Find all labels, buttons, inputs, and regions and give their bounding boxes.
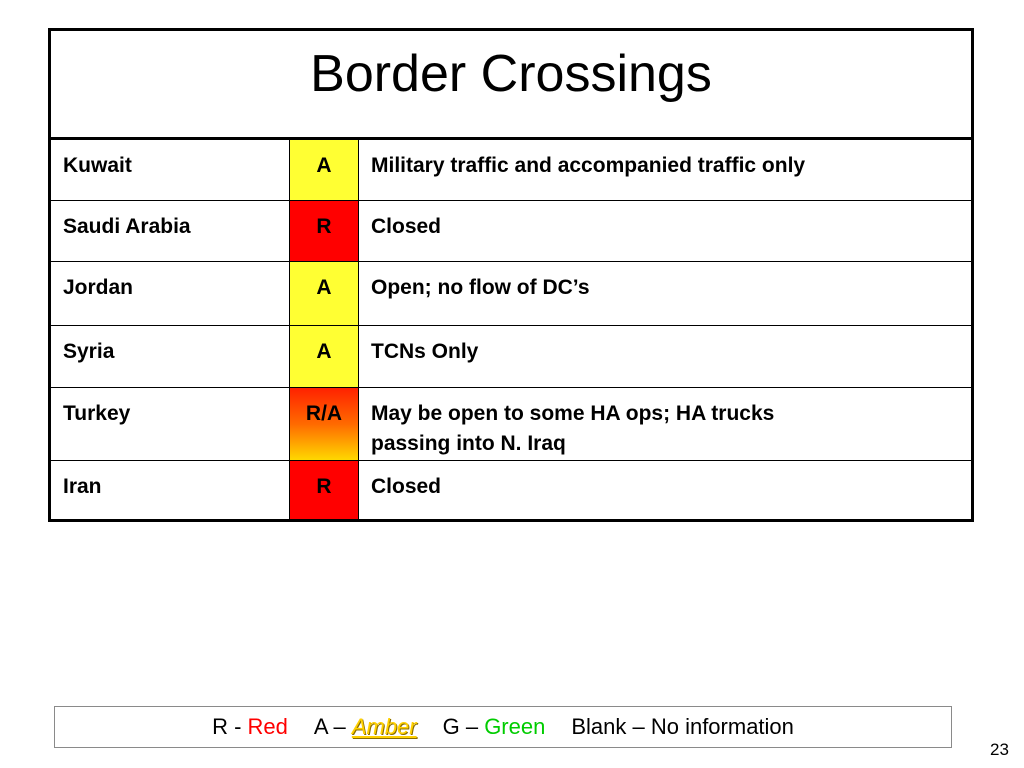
legend-blank: Blank – No information <box>571 714 794 739</box>
description-cell: Closed <box>371 475 442 498</box>
status-cell: R/A <box>289 388 359 460</box>
status-cell: A <box>289 140 359 200</box>
status-legend <box>54 706 952 748</box>
table-row <box>51 388 971 461</box>
country-cell: Turkey <box>63 402 131 425</box>
description-cell: TCNs Only <box>371 340 479 363</box>
description-line: May be open to some HA ops; HA trucks <box>371 402 775 425</box>
legend-green-prefix: G – <box>442 714 485 739</box>
country-cell: Jordan <box>63 276 134 299</box>
country-cell: Syria <box>63 340 115 363</box>
table-row <box>51 201 971 262</box>
status-cell: A <box>289 326 359 387</box>
status-cell: A <box>289 262 359 325</box>
slide-title: Border Crossings <box>310 45 712 103</box>
legend-red-prefix: R - <box>212 714 248 739</box>
legend-amber-word: Amber <box>351 714 417 739</box>
description-cell: Open; no flow of DC’s <box>371 276 590 299</box>
table-row <box>51 326 971 388</box>
table-row <box>51 140 971 201</box>
legend-green-word: Green <box>484 714 546 739</box>
table-row <box>51 461 971 519</box>
description-cell: Military traffic and accompanied traffic only <box>371 154 806 177</box>
country-cell: Iran <box>63 475 102 498</box>
legend-red-word: Red <box>247 714 288 739</box>
table-body <box>51 140 971 519</box>
status-cell: R <box>289 201 359 261</box>
country-cell: Kuwait <box>63 154 132 177</box>
description-line: passing into N. Iraq <box>371 432 566 455</box>
description-cell <box>359 388 971 460</box>
legend-amber-prefix: A – <box>313 714 352 739</box>
description-cell: Closed <box>371 215 442 238</box>
table-row <box>51 262 971 326</box>
status-cell: R <box>289 461 359 519</box>
border-crossings-table <box>48 28 974 522</box>
title-row <box>51 31 971 140</box>
country-cell: Saudi Arabia <box>63 215 191 238</box>
page-number: 23 <box>990 740 1009 759</box>
